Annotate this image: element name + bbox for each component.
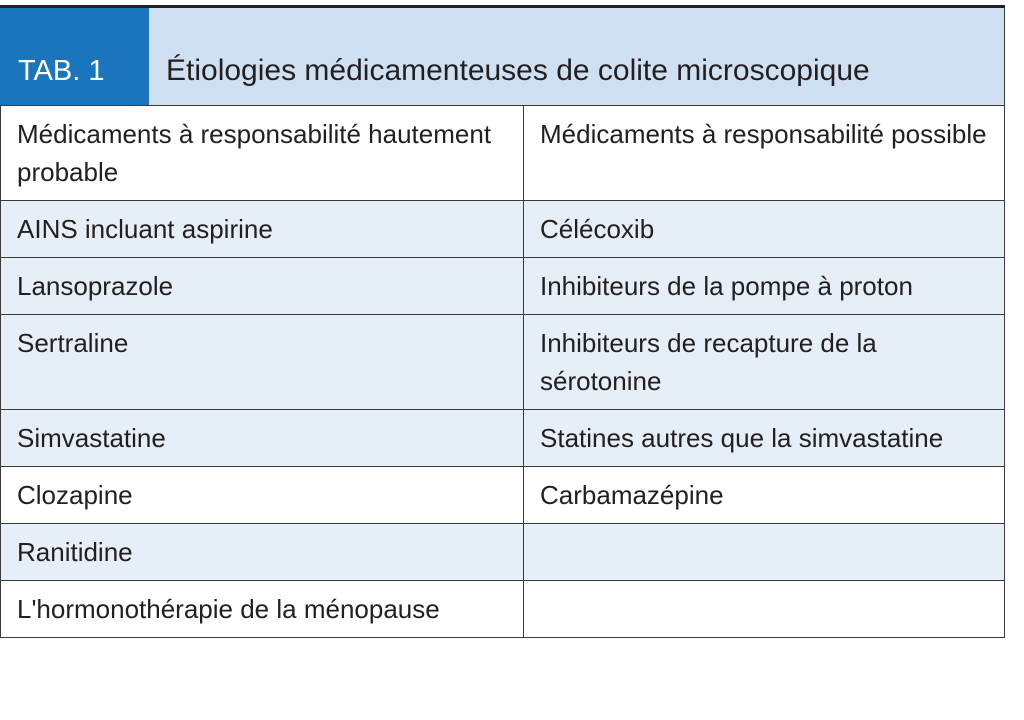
column-header-probable: Médicaments à responsabilité hautement probable [1,106,524,201]
table-row [1,524,1005,581]
column-header-possible: Médicaments à responsabilité possible [524,106,1005,201]
cell-possible [524,581,1005,638]
cell-possible: Inhibiteurs de la pompe à proton [524,258,1005,315]
cell-probable: Lansoprazole [1,258,524,315]
cell-probable: Clozapine [1,467,524,524]
table-row [1,201,1005,258]
table-header [0,5,1005,106]
column-header-row [1,106,1005,201]
drug-table [0,5,1005,638]
cell-possible: Statines autres que la simvastatine [524,410,1005,467]
table-row [1,581,1005,638]
table-title: Étiologies médicamenteuses de colite microscopique [149,8,1004,105]
table-number: TAB. 1 [0,8,149,105]
table-body [0,106,1005,638]
table-row [1,258,1005,315]
cell-probable: Simvastatine [1,410,524,467]
cell-possible: Inhibiteurs de recapture de la sérotonine [524,315,1005,410]
cell-probable: Ranitidine [1,524,524,581]
cell-possible: Célécoxib [524,201,1005,258]
table-row [1,467,1005,524]
cell-probable: Sertraline [1,315,524,410]
cell-probable: AINS incluant aspirine [1,201,524,258]
cell-possible: Carbamazépine [524,467,1005,524]
table-row [1,410,1005,467]
cell-possible [524,524,1005,581]
table-row [1,315,1005,410]
cell-probable: L'hormonothérapie de la ménopause [1,581,524,638]
